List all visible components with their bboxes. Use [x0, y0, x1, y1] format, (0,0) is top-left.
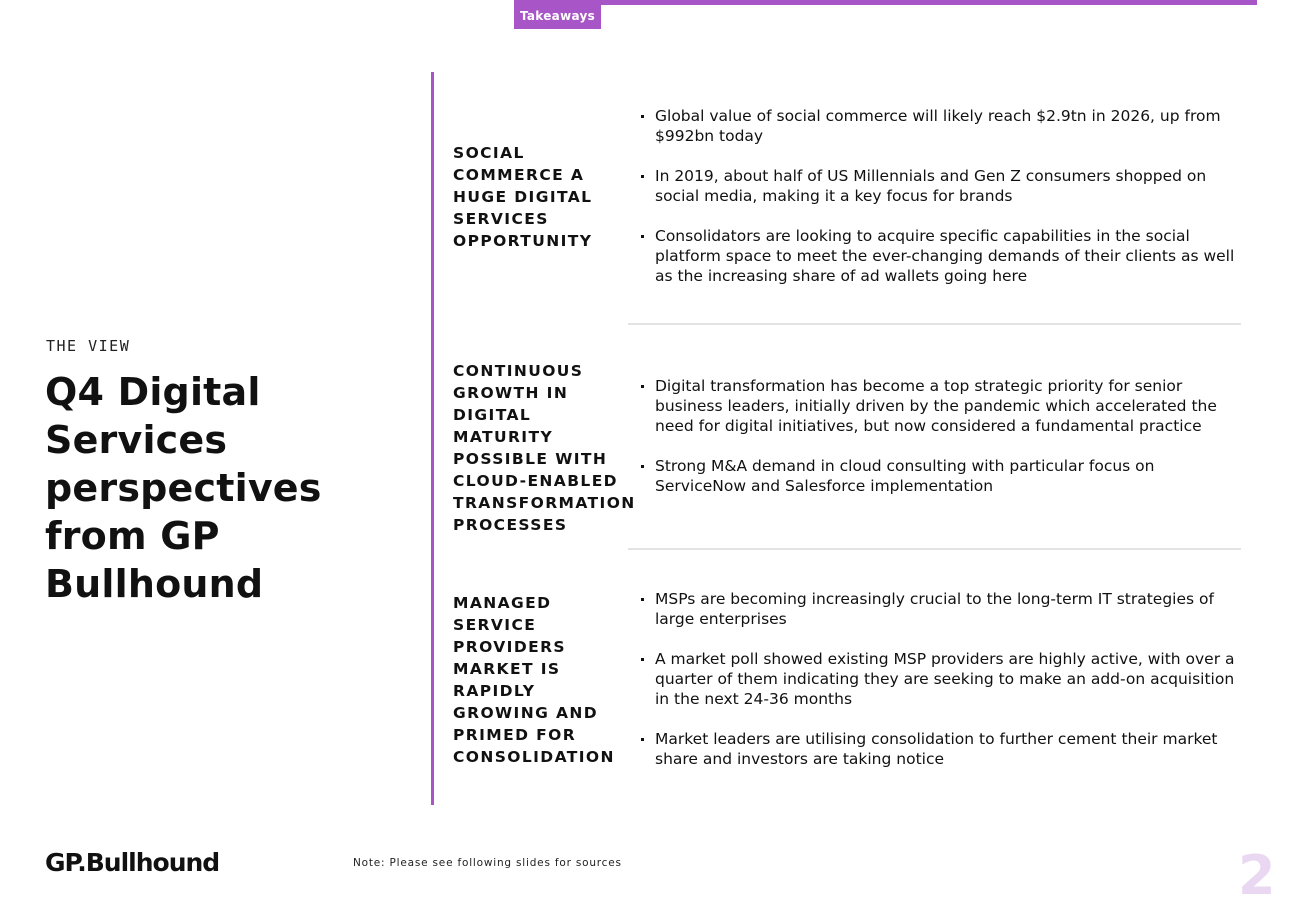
- takeaways-tag: Takeaways: [514, 0, 601, 29]
- bullet-list-digital-maturity: [639, 376, 1239, 516]
- footnote: Note: Please see following slides for sources: [353, 857, 622, 869]
- bullet-list-social-commerce: [639, 106, 1239, 306]
- brand-logo: GP.Bullhound: [45, 848, 220, 877]
- section-divider: [628, 323, 1241, 325]
- top-accent-rule: [514, 0, 1257, 5]
- list-item: A market poll showed existing MSP providers are highly active, with over a quarter of them indicating they are seeking to make an add-on acquisition in the next 24-36 months: [639, 649, 1239, 709]
- list-item: Strong M&A demand in cloud consulting with particular focus on ServiceNow and Salesforce implementation: [639, 456, 1239, 496]
- list-item: Global value of social commerce will likely reach $2.9tn in 2026, up from $992bn today: [639, 106, 1239, 146]
- list-item: Consolidators are looking to acquire specific capabilities in the social platform space to meet the ever-changing demands of their clients as well as the increasing share of ad wallets going here: [639, 226, 1239, 286]
- vertical-divider: [431, 72, 434, 805]
- section-heading-digital-maturity: CONTINUOUS GROWTH IN DIGITAL MATURITY POSSIBLE WITH CLOUD-ENABLED TRANSFORMATION PROCESSES: [453, 362, 636, 534]
- list-item: Digital transformation has become a top strategic priority for senior business leaders, initially driven by the pandemic which accelerated the need for digital initiatives, but now considered a fundamental practice: [639, 376, 1239, 436]
- section-divider: [628, 548, 1241, 550]
- page-title: Q4 Digital Services perspectives from GP Bullhound: [45, 370, 322, 606]
- section-kicker: THE VIEW: [46, 337, 131, 355]
- bullet-list-managed-services: [639, 589, 1239, 789]
- list-item: In 2019, about half of US Millennials and Gen Z consumers shopped on social media, making it a key focus for brands: [639, 166, 1239, 206]
- list-item: MSPs are becoming increasingly crucial to the long-term IT strategies of large enterprises: [639, 589, 1239, 629]
- list-item: Market leaders are utilising consolidation to further cement their market share and investors are taking notice: [639, 729, 1239, 769]
- page-number: 2: [1238, 844, 1276, 907]
- section-heading-managed-services: MANAGED SERVICE PROVIDERS MARKET IS RAPIDLY GROWING AND PRIMED FOR CONSOLIDATION: [453, 594, 615, 766]
- section-heading-social-commerce: SOCIAL COMMERCE A HUGE DIGITAL SERVICES OPPORTUNITY: [453, 144, 593, 250]
